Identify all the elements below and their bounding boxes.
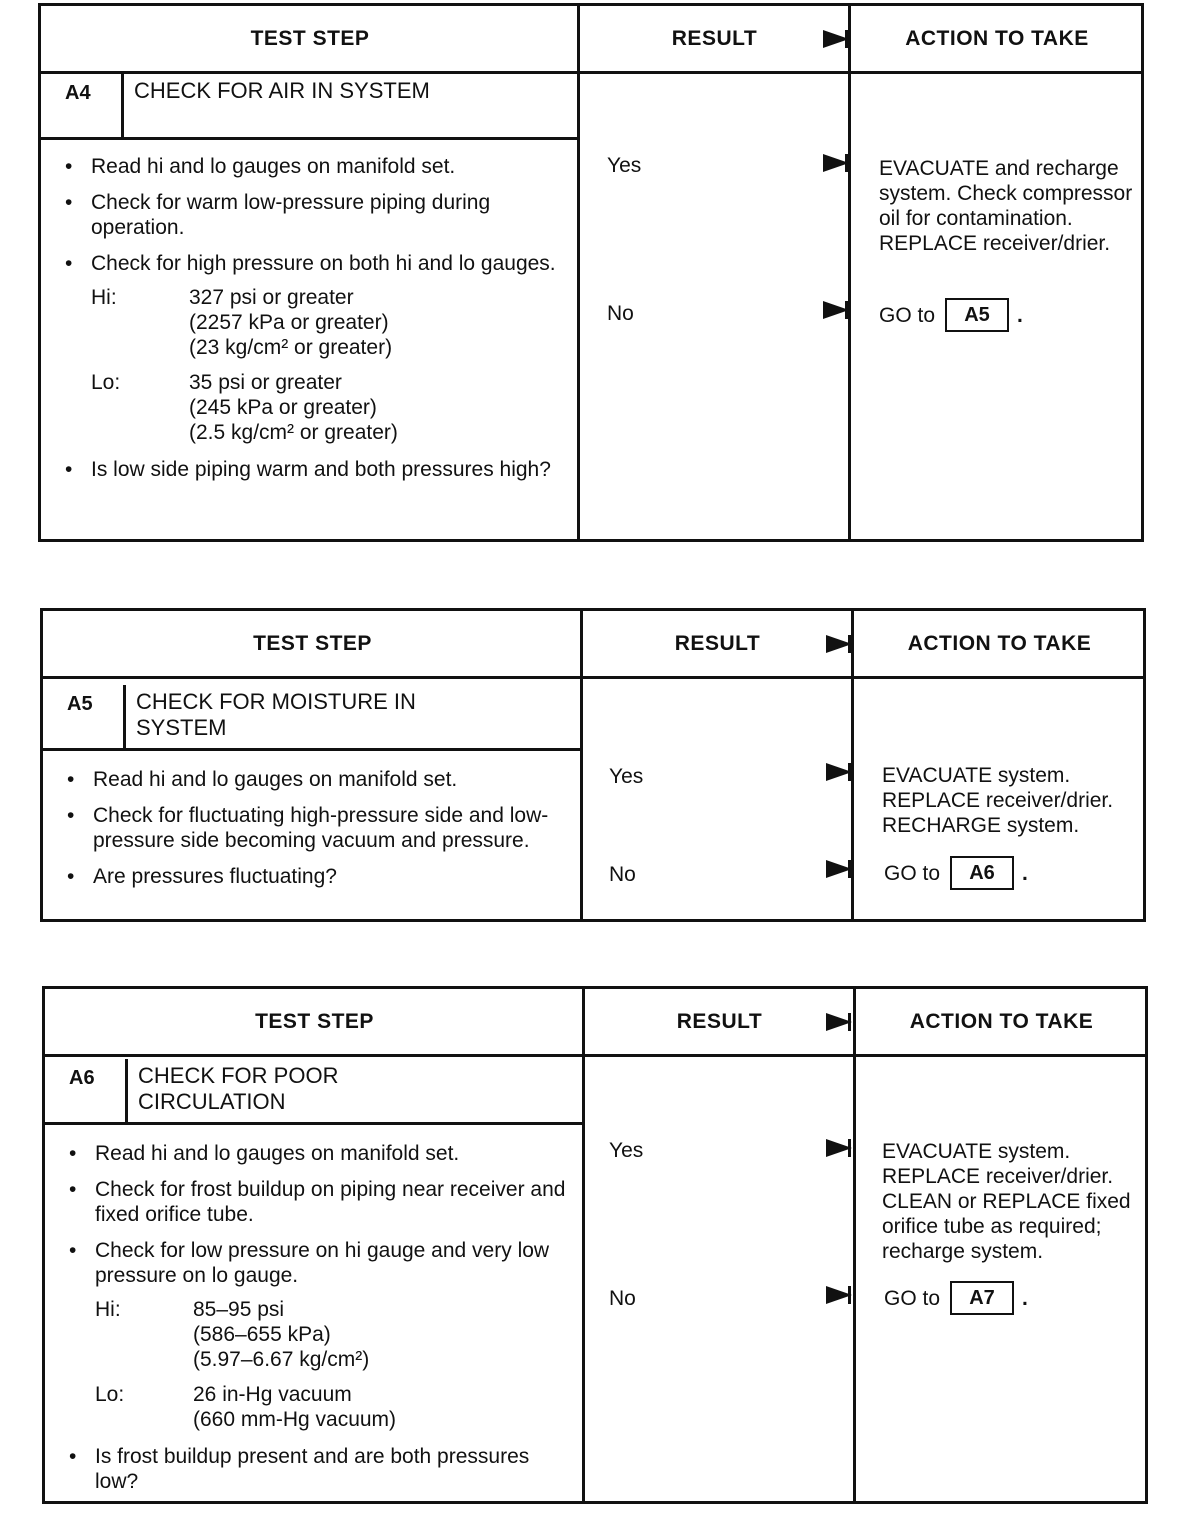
goto-step-link[interactable]: A5 — [945, 298, 1009, 332]
header-result: RESULT — [584, 989, 855, 1057]
spec-label: Hi: — [91, 286, 117, 309]
spec-value: 327 psi or greater — [189, 286, 354, 309]
spec-value: (2.5 kg/cm² or greater) — [189, 421, 398, 444]
header-action: ACTION TO TAKE — [850, 6, 1144, 74]
spec-value: (5.97–6.67 kg/cm²) — [193, 1348, 370, 1371]
arrow-icon — [826, 1013, 852, 1031]
arrow-icon — [826, 763, 852, 781]
header-test-step: TEST STEP — [45, 989, 584, 1057]
bullet-item: • Read hi and lo gauges on manifold set. — [43, 767, 570, 792]
header-test-step: TEST STEP — [41, 6, 579, 74]
header-result: RESULT — [579, 6, 850, 74]
spec-label: Lo: — [91, 371, 121, 394]
test-step-table-a5 — [40, 608, 1146, 922]
spec-value: 35 psi or greater — [189, 371, 342, 394]
test-step-table-a6 — [42, 986, 1148, 1504]
step-heading — [45, 1059, 585, 1125]
spec-value: 85–95 psi — [193, 1298, 285, 1321]
spec-label: Lo: — [95, 1383, 125, 1406]
goto-action — [879, 298, 1023, 332]
spec-lo — [45, 1382, 576, 1432]
goto-action — [884, 1281, 1028, 1315]
spec-hi — [45, 1297, 576, 1372]
step-id: A6 — [45, 1059, 128, 1122]
step-title: CHECK FOR MOISTURE IN SYSTEM — [136, 689, 416, 740]
divider — [853, 989, 856, 1501]
goto-dot: . — [1022, 861, 1028, 885]
bullet-item: • Check for fluctuating high-pressure side and low-pressure side becoming vacuum and pressure. — [43, 803, 570, 853]
arrow-icon — [826, 860, 852, 878]
header-action: ACTION TO TAKE — [855, 989, 1148, 1057]
bullet-item: • Check for low pressure on hi gauge and very low pressure on lo gauge. — [45, 1238, 576, 1288]
spec-hi — [41, 285, 567, 360]
result-no: No — [609, 863, 636, 886]
result-yes: Yes — [609, 1139, 644, 1162]
bullet-item: • Is low side piping warm and both pressures high? — [41, 457, 567, 482]
goto-step-link[interactable]: A6 — [950, 856, 1014, 890]
step-instructions — [45, 1141, 582, 1505]
goto-label: GO to — [879, 303, 936, 327]
header-result: RESULT — [582, 611, 853, 679]
step-id: A5 — [43, 685, 126, 748]
arrow-icon — [823, 154, 849, 172]
step-title: CHECK FOR AIR IN SYSTEM — [134, 78, 430, 103]
bullet-item: • Check for frost buildup on piping near receiver and fixed orifice tube. — [45, 1177, 576, 1227]
arrow-icon — [826, 1139, 852, 1157]
step-title: CHECK FOR POOR CIRCULATION — [138, 1063, 339, 1114]
test-step-table-a4 — [38, 3, 1144, 542]
spec-value: (660 mm-Hg vacuum) — [193, 1408, 397, 1431]
bullet-item: • Read hi and lo gauges on manifold set. — [45, 1141, 576, 1166]
goto-step-link[interactable]: A7 — [950, 1281, 1014, 1315]
bullet-item: • Check for warm low-pressure piping during operation. — [41, 190, 567, 240]
divider — [580, 611, 583, 919]
spec-value: 26 in-Hg vacuum — [193, 1383, 352, 1406]
bullet-item: • Check for high pressure on both hi and lo gauges. — [41, 251, 567, 276]
spec-lo — [41, 370, 567, 445]
goto-dot: . — [1017, 303, 1023, 327]
action-yes: EVACUATE and recharge system. Check compressor oil for contamination. REPLACE receiver/drier. — [879, 157, 1133, 255]
arrow-icon — [823, 301, 849, 319]
header-action: ACTION TO TAKE — [853, 611, 1146, 679]
result-no: No — [609, 1287, 636, 1310]
spec-value: (586–655 kPa) — [193, 1323, 331, 1346]
spec-label: Hi: — [95, 1298, 121, 1321]
action-yes: EVACUATE system. REPLACE receiver/drier. CLEAN or REPLACE fixed orifice tube as required; recharge system. — [882, 1140, 1131, 1263]
step-id: A4 — [41, 74, 124, 137]
goto-label: GO to — [884, 1286, 941, 1310]
bullet-item: • Read hi and lo gauges on manifold set. — [41, 154, 567, 179]
result-yes: Yes — [609, 765, 644, 788]
step-instructions — [41, 154, 577, 493]
arrow-icon — [823, 30, 849, 48]
header-test-step: TEST STEP — [43, 611, 582, 679]
goto-label: GO to — [884, 861, 941, 885]
arrow-icon — [826, 635, 852, 653]
step-heading — [43, 685, 583, 751]
action-yes: EVACUATE system. REPLACE receiver/drier. RECHARGE system. — [882, 764, 1114, 837]
spec-value: (245 kPa or greater) — [189, 396, 377, 419]
goto-dot: . — [1022, 1286, 1028, 1310]
step-instructions — [43, 767, 580, 900]
step-heading — [41, 74, 580, 140]
result-no: No — [607, 302, 634, 325]
divider — [848, 6, 851, 539]
spec-value: (23 kg/cm² or greater) — [189, 336, 393, 359]
bullet-item: • Are pressures fluctuating? — [43, 864, 570, 889]
bullet-item: • Is frost buildup present and are both pressures low? — [45, 1444, 576, 1494]
spec-value: (2257 kPa or greater) — [189, 311, 389, 334]
goto-action — [884, 856, 1028, 890]
arrow-icon — [826, 1286, 852, 1304]
result-yes: Yes — [607, 154, 642, 177]
